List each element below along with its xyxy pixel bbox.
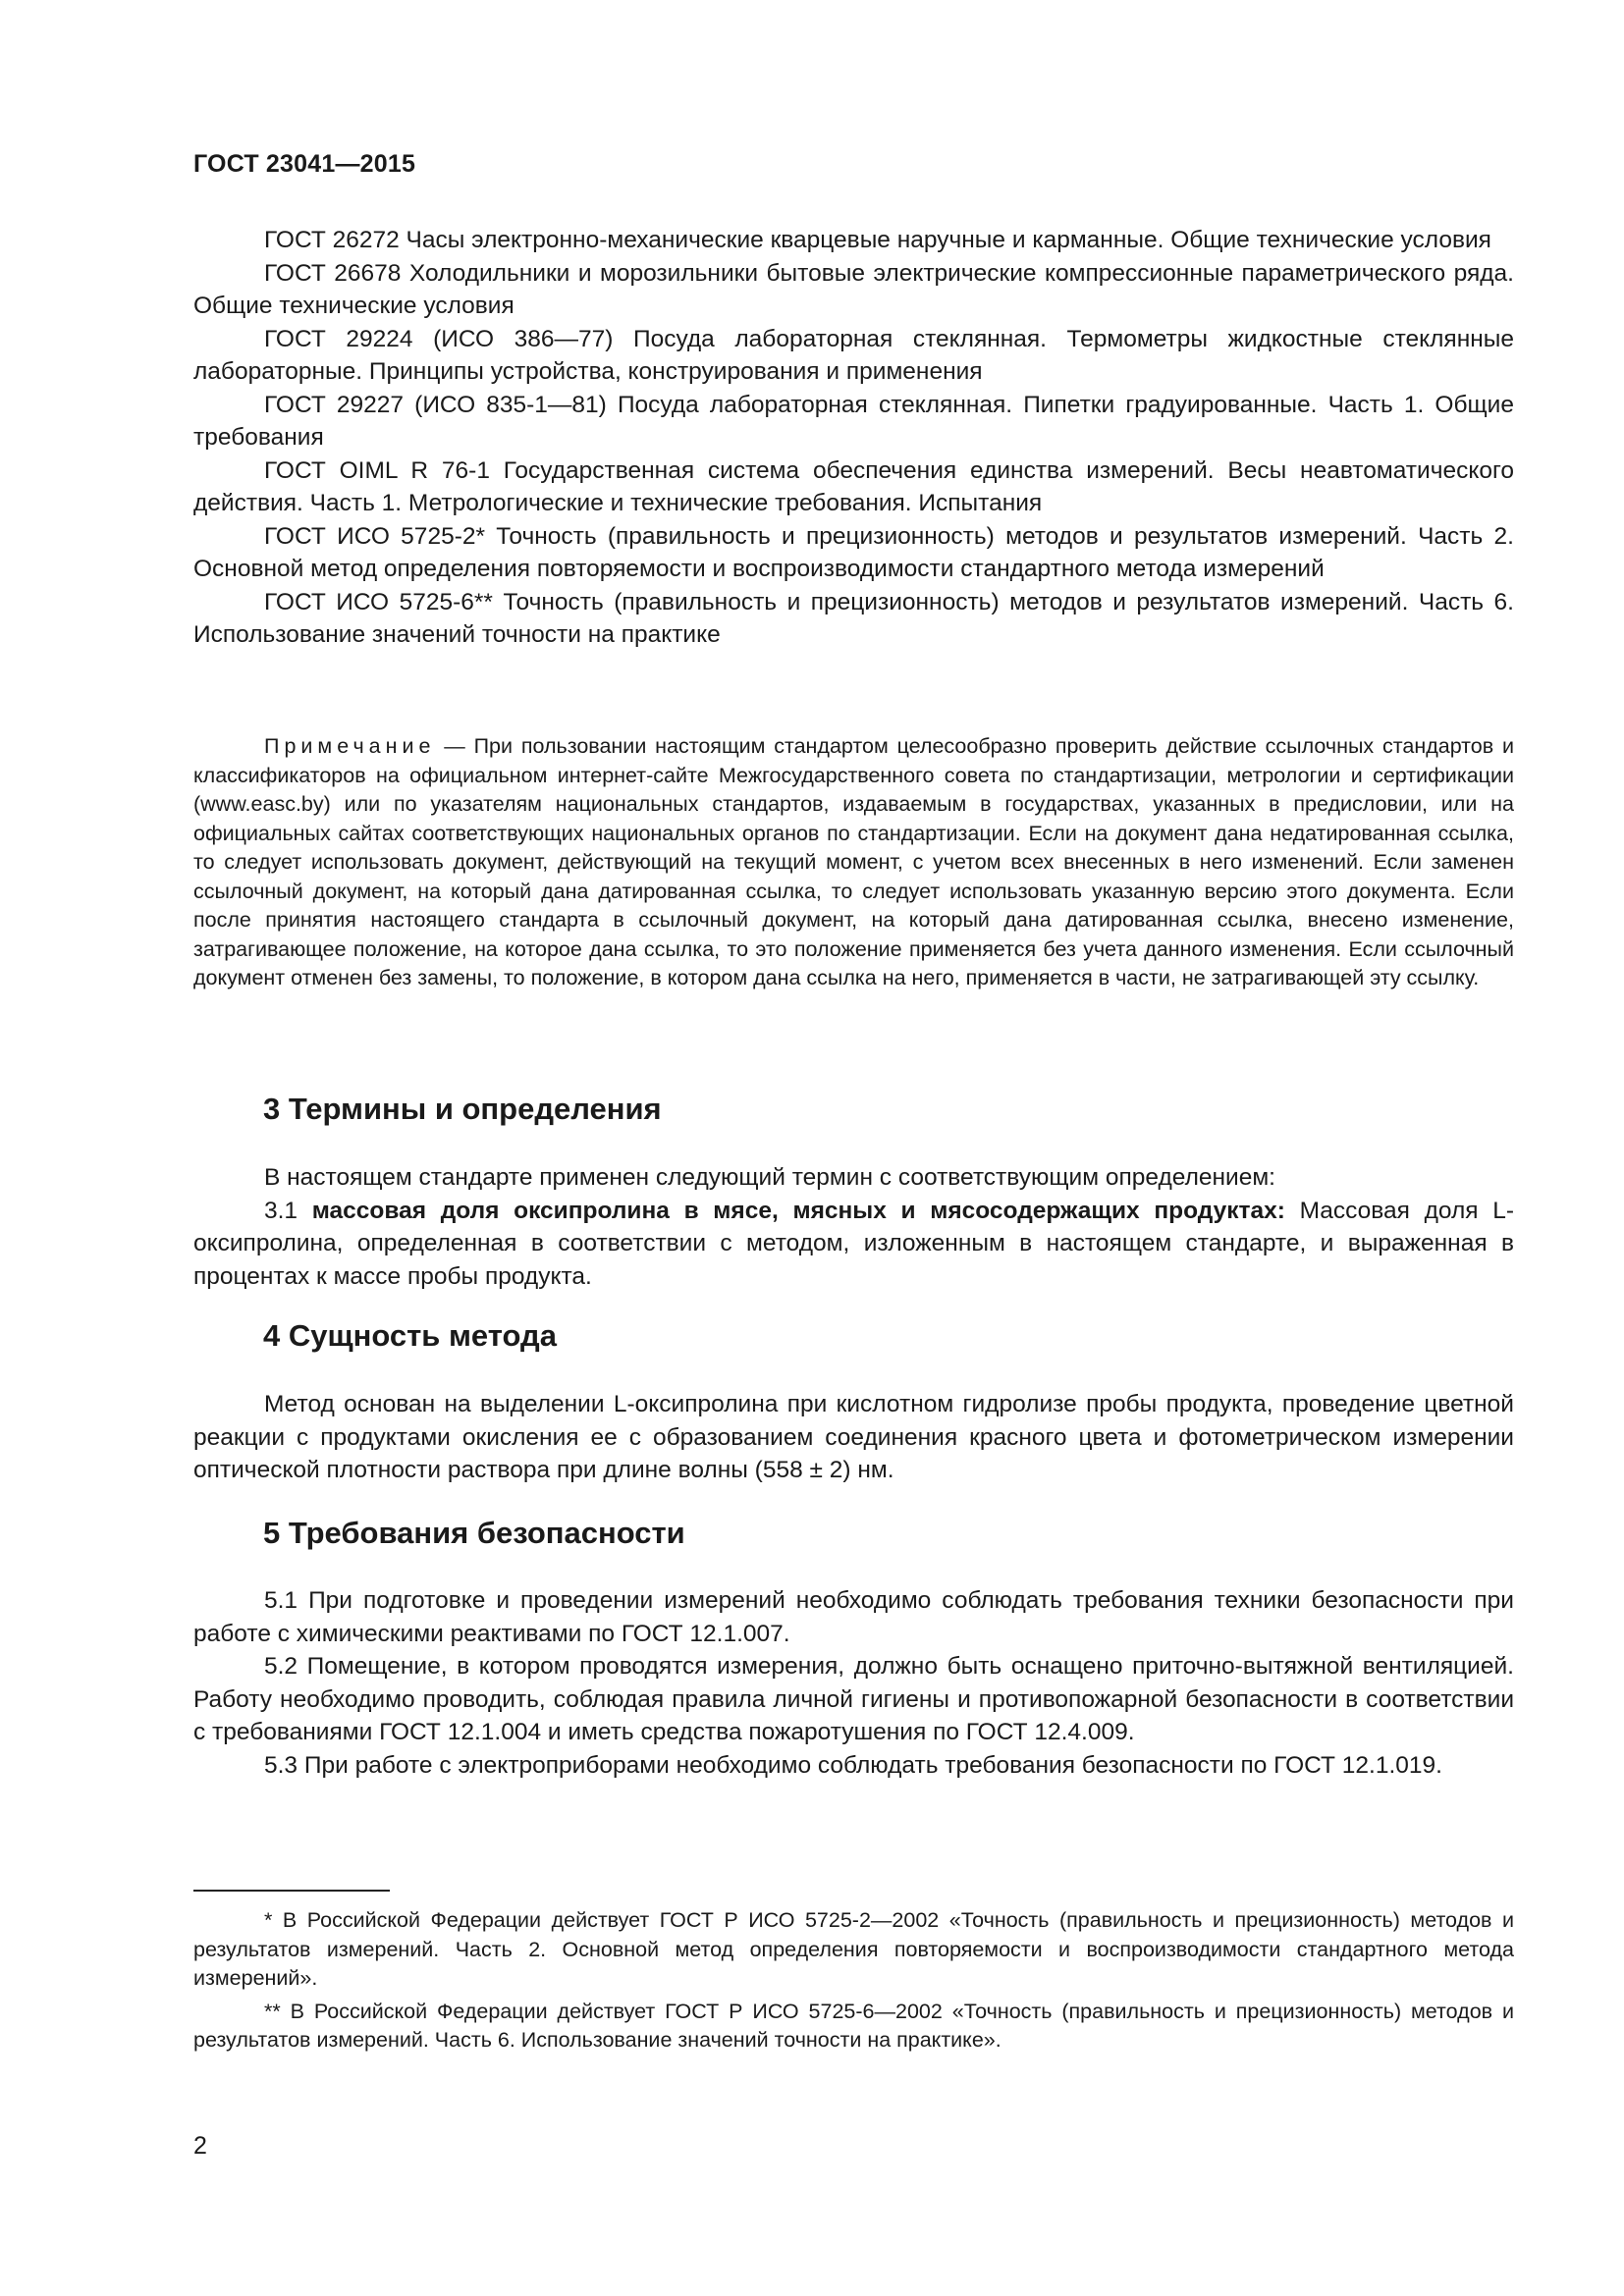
reference-item [193,323,1514,389]
term-number: 3.1 [264,1197,312,1224]
reference-code: ГОСТ 29227 [264,391,405,418]
page-number: 2 [193,2132,207,2160]
reference-title: Точность (правильность и прецизионность) методов и результатов измерений. Часть 6. Использование значений точности на практике [193,588,1514,648]
term-definition [193,1195,1514,1294]
term-definition-text: Массовая доля L-оксипролина, определенная в соответствии с методом, изложенным в настоящем стандарте, и выраженная в процентах к массе пробы продукта. [193,1197,1514,1290]
note-text: — При пользовании настоящим стандартом целесообразно проверить действие ссылочных стандартов и классификаторов на официальном интернет-сайте Межгосударственного совета по стандартизации, метрологии и сертификации (www.easc.by) или по указателям национальных стандартов, издаваемым в государствах, указанных в предисловии, или на официальных сайтах соответствующих национальных органов по стандартизации. Если на документ дана недатированная ссылка, то следует использовать документ, действующий на текущий момент, с учетом всех внесенных в него изменений. Если заменен ссылочный документ, на который дана датированная ссылка, то следует использовать указанную версию этого документа. Если после принятия настоящего стандарта в ссылочный документ, на который дана датированная ссылка, внесено изменение, затрагивающее положение, на которое дана ссылка, то это положение применяется без учета данного изменения. Если ссылочный документ отменен без замены, то положение, в котором дана ссылка на него, применяется в части, не затрагивающей эту ссылку. [193,734,1514,989]
footnote-divider [193,1890,390,1892]
section-3-intro: В настоящем стандарте применен следующий термин с соответствующим определением: [264,1164,1275,1191]
reference-title: (ИСО 835-1—81) Посуда лабораторная стеклянная. Пипетки градуированные. Часть 1. Общие требования [193,391,1514,451]
reference-title: Холодильники и морозильники бытовые электрические компрессионные параметрического ряда. Общие технические условия [193,259,1514,319]
reference-title: Государственная система обеспечения единства измерений. Весы неавтоматического действия. Часть 1. Метрологические и технические требования. Испытания [193,456,1514,516]
section-4-body [193,1388,1514,1487]
note-block [193,732,1514,993]
reference-code: ГОСТ OIML R 76-1 [264,456,490,484]
reference-code: ГОСТ 26272 [264,227,400,253]
clause-5-1: 5.1 При подготовке и проведении измерений необходимо соблюдать требования техники безопасности при работе с химическими реактивами по ГОСТ 12.1.007. [193,1587,1514,1647]
section-3-heading: 3 Термины и определения [263,1092,662,1126]
reference-item [193,586,1514,652]
reference-item [193,257,1514,323]
normative-references-list [193,224,1514,652]
note-label: Примечание [264,734,436,758]
reference-item [193,454,1514,520]
reference-code: ГОСТ 29224 [264,325,413,352]
reference-item [193,224,1514,257]
reference-item [193,389,1514,454]
section-4-text: Метод основан на выделении L-оксипролина при кислотном гидролизе пробы продукта, проведение цветной реакции с продуктами окисления ее с образованием соединения красного цвета и фотометрическом измерении оптической плотности раствора при длине волны (558 ± 2) нм. [193,1391,1514,1483]
term-name: массовая доля оксипролина в мясе, мясных и мясосодержащих продуктах: [311,1197,1285,1224]
page-header: ГОСТ 23041—2015 [193,150,416,178]
reference-code: ГОСТ 26678 [264,259,402,287]
section-5-heading: 5 Требования безопасности [263,1516,685,1550]
reference-code: ГОСТ ИСО 5725-6** [264,588,493,615]
footnote-2: ** В Российской Федерации действует ГОСТ Р ИСО 5725-6—2002 «Точность (правильность и прецизионность) методов и результатов измерений. Часть 6. Использование значений точности на практике». [193,1999,1514,2052]
section-5-body [193,1584,1514,1782]
clause-5-2: 5.2 Помещение, в котором проводятся измерения, должно быть оснащено приточно-вытяжной вентиляцией. Работу необходимо проводить, соблюдая правила личной гигиены и противопожарной безопасности в соответствии с требованиями ГОСТ 12.1.004 и иметь средства пожаротушения по ГОСТ 12.4.009. [193,1653,1514,1745]
reference-code: ГОСТ ИСО 5725-2* [264,522,486,550]
section-3-body [193,1161,1514,1293]
reference-title: Часы электронно-механические кварцевые наручные и карманные. Общие технические условия [399,227,1491,253]
clause-5-3: 5.3 При работе с электроприборами необходимо соблюдать требования безопасности по ГОСТ 12.1.019. [264,1751,1442,1779]
reference-item [193,520,1514,586]
section-4-heading: 4 Сущность метода [263,1318,557,1353]
reference-title: (ИСО 386—77) Посуда лабораторная стеклянная. Термометры жидкостные стеклянные лабораторные. Принципы устройства, конструирования и применения [193,325,1514,385]
reference-title: Точность (правильность и прецизионность) методов и результатов измерений. Часть 2. Основной метод определения повторяемости и воспроизводимости стандартного метода измерений [193,522,1514,582]
footnotes [193,1906,1514,2056]
footnote-1: * В Российской Федерации действует ГОСТ Р ИСО 5725-2—2002 «Точность (правильность и прецизионность) методов и результатов измерений. Часть 2. Основной метод определения повторяемости и воспроизводимости стандартного метода измерений». [193,1908,1514,1990]
